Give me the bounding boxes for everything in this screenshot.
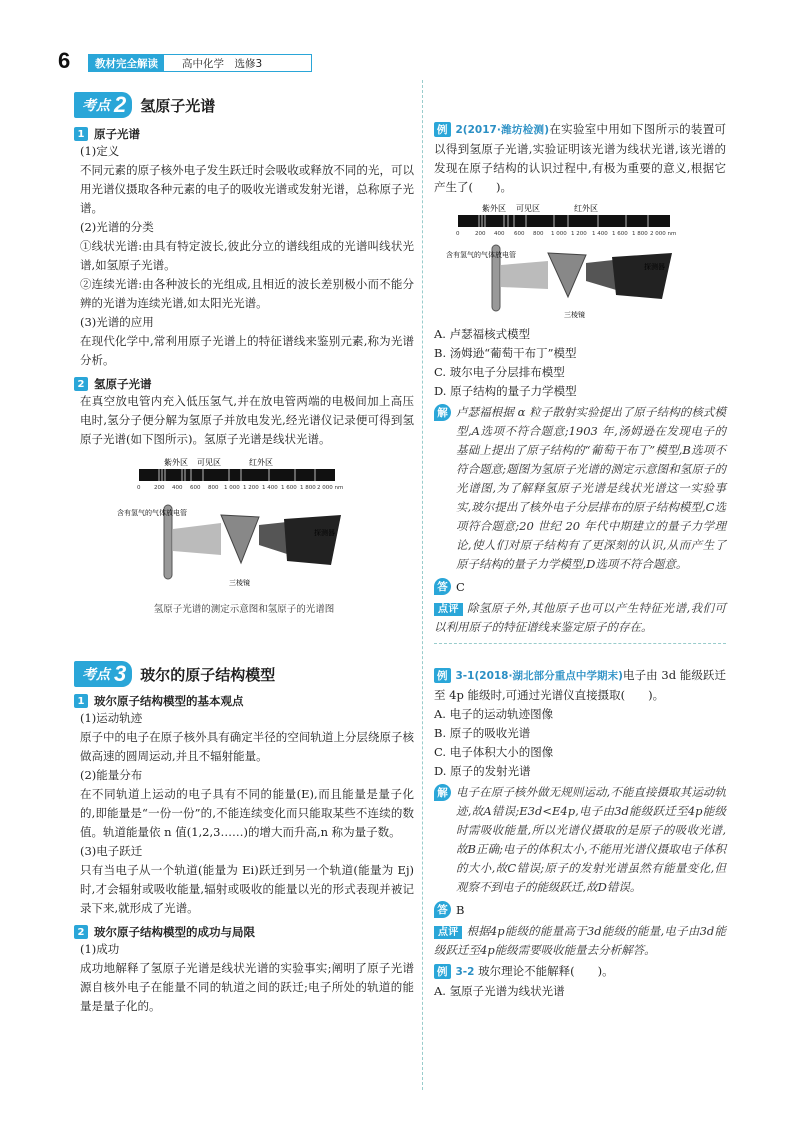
example-3-1-question [434,666,726,705]
example-tag: 例 [434,668,451,683]
page-number: 6 [58,48,71,73]
light-beam [173,523,221,555]
svg-text:1 800: 1 800 [300,485,316,491]
text-line: 不同元素的原子核外电子发生跃迁时会吸收或释放不同的光，可以用光谱仪摄取各种元素的电子的吸收光谱或发射光谱，总称原子光谱。 [80,163,414,215]
option: D. 原子结构的量子力学模型 [434,384,577,398]
solution-block [434,403,726,574]
svg-text:2 000 nm: 2 000 nm [650,231,677,237]
answer-tag: 答 [434,901,451,918]
svg-text:1 200: 1 200 [243,485,259,491]
svg-text:1 200: 1 200 [571,231,587,237]
subheading-title: 原子光谱 [94,127,140,141]
svg-text:2 000 nm: 2 000 nm [317,485,344,491]
tube-label: 含有氢气的气体放电管 [117,509,187,517]
text-line: (2)能量分布 [80,768,143,782]
right-column [434,120,726,1001]
question-text: 电子由 3d 能级跃迁至 4p 能级时,可通过光谱仪直接摄取( )。 [434,668,726,702]
solution-block [434,783,726,897]
section-badge: 考点 [74,92,114,118]
example-source: 3-1(2018·湖北部分重点中学期末) [455,670,623,682]
example-tag: 例 [434,122,451,137]
option: A. 氢原子光谱为线状光谱 [434,984,565,998]
svg-text:1 800: 1 800 [632,231,648,237]
section-heading-k3 [74,661,414,687]
svg-text:1 600: 1 600 [612,231,628,237]
answer-text: C [456,579,465,594]
solution-text: 卢瑟福根据 α 粒子散射实验提出了原子结构的核式模型,A选项不符合题意;1903 年,汤姆逊在发现电子的基础上提出了原子结构的“葡萄干布丁”模型,B选项不符合题意;题图为氢原子光谱的测定示意图和氢原子的光谱图,为了解释氢原子光谱是线状光谱这一实验事实,玻尔提出了核外电子分层排布的原子结构模型,C选项符合题意;20 世纪 20 年代中期建立的量子力学理论,使人们对原子结构有了更深刻的认识,从而产生了原子结构的量子力学模型,D选项不符合题意。 [456,405,726,571]
svg-text:1 000: 1 000 [224,485,240,491]
ir-label: 红外区 [574,204,598,213]
subheading-title: 氢原子光谱 [94,377,152,391]
svg-text:400: 400 [494,231,505,237]
example-source: 2(2017·潍坊检测) [455,124,550,136]
svg-text:200: 200 [475,231,486,237]
subheading [74,376,414,392]
answer-block [434,901,726,918]
option: A. 电子的运动轨迹图像 [434,707,554,721]
detector-label: 探测器 [644,263,665,271]
spectrum-bar [458,215,670,227]
option: A. 卢瑟福核式模型 [434,327,531,341]
example-2-question [434,120,726,197]
option: C. 电子体积大小的图像 [434,745,554,759]
text-line: (3)电子跃迁 [80,844,143,858]
text-line: (1)定义 [80,144,120,158]
tick-labels [137,485,343,491]
running-header [88,54,312,72]
example-tag: 例 [434,964,451,979]
book-title: 教材完全解读 [89,55,164,71]
solution-tag: 解 [434,404,451,421]
subject-title: 高中化学 选修3 [182,57,263,70]
prism-label: 三棱镜 [564,311,585,319]
section-title: 氢原子光谱 [140,96,216,115]
example-source: 3-2 [455,966,475,978]
column-divider [422,80,423,1090]
question-text: 在实验室中用如下图所示的装置可以得到氢原子光谱,实验证明该光谱为线状光谱,该光谱的发现在原子结构的认识过程中,有极为重要的意义,根据它产生了( )。 [434,122,726,194]
text-line: 成功地解释了氢原子光谱是线状光谱的实验事实;阐明了原子光谱源自核外电子在能量不同的轨道之间的跃迁;电子所处的轨道的能量是量子化的。 [80,961,414,1013]
section-heading-k2 [74,92,414,118]
prism-label: 三棱镜 [229,579,250,587]
uv-label: 紫外区 [164,458,188,467]
section-number: 3 [114,661,132,687]
svg-text:200: 200 [154,485,165,491]
detector [284,515,341,565]
vis-label: 可见区 [197,458,221,467]
spectrum-figure-right [444,201,704,321]
solution-tag: 解 [434,784,451,801]
comment-block [434,599,726,644]
svg-text:0: 0 [456,231,460,237]
option: B. 原子的吸收光谱 [434,726,531,740]
svg-text:600: 600 [514,231,525,237]
svg-text:600: 600 [190,485,201,491]
subheading-number: 2 [74,925,88,939]
svg-text:1 400: 1 400 [262,485,278,491]
spectrum-figure-left [109,455,379,595]
answer-tag: 答 [434,578,451,595]
svg-text:400: 400 [172,485,183,491]
text-line: ①线状光谱:由具有特定波长,彼此分立的谱线组成的光谱叫线状光谱,如氢原子光谱。 [80,239,414,272]
light-beam [501,261,548,289]
left-column [74,92,414,1016]
subheading-title: 玻尔原子结构模型的成功与局限 [94,925,255,939]
paragraph-group [74,142,414,370]
subheading [74,693,414,709]
subheading-title: 玻尔原子结构模型的基本观点 [94,694,244,708]
example-3-2-question [434,962,726,982]
text-line: 原子中的电子在原子核外具有确定半径的空间轨道上分层绕原子核做高速的圆周运动,并且不辐射能量。 [80,730,414,763]
detector [612,253,672,299]
prism [548,253,586,297]
option: D. 原子的发射光谱 [434,764,531,778]
subheading-number: 1 [74,694,88,708]
svg-text:0: 0 [137,485,141,491]
figure-caption: 氢原子光谱的测定示意图和氢原子的光谱图 [153,604,335,615]
tube-label: 含有氢气的气体放电管 [446,251,516,259]
option: C. 玻尔电子分层排布模型 [434,365,565,379]
text-line: (1)运动轨迹 [80,711,143,725]
text-line: (3)光谱的应用 [80,315,154,329]
comment-text: 根据4p能级的能量高于3d能级的能量,电子由3d能级跃迁至4p能级需要吸收能量去分析解答。 [434,924,726,957]
uv-label: 紫外区 [482,204,506,213]
question-text: 玻尔理论不能解释( )。 [478,964,614,978]
comment-tag: 点评 [434,926,462,939]
subheading [74,126,414,142]
svg-text:800: 800 [208,485,219,491]
text-line: (1)成功 [80,942,120,956]
prism [221,515,259,563]
section-title: 玻尔的原子结构模型 [140,665,276,684]
subheading-number: 1 [74,127,88,141]
section-badge: 考点 [74,661,114,687]
spectrum-bar [139,469,335,481]
text-line: (2)光谱的分类 [80,220,154,234]
ir-label: 红外区 [249,458,273,467]
answer-text: B [456,902,465,917]
text-line: 在不同轨道上运动的电子具有不同的能量(E),而且能量是量子化的,即能量是“一份一份”的,不能连续变化而只能取某些不连续的数值。轨道能量依 n 值(1,2,3……)的增大而升高,n 称为量子数。 [80,787,414,839]
section-number: 2 [114,92,132,118]
svg-text:1 000: 1 000 [551,231,567,237]
comment-tag: 点评 [434,603,463,616]
option: B. 汤姆逊“葡萄干布丁”模型 [434,346,577,360]
svg-text:1 400: 1 400 [592,231,608,237]
svg-text:800: 800 [533,231,544,237]
vis-label: 可见区 [516,204,540,213]
comment-block [434,922,726,960]
comment-text: 除氢原子外,其他原子也可以产生特征光谱,我们可以利用原子的特征谱线来鉴定原子的存在。 [434,601,727,634]
answer-block [434,578,726,595]
subheading [74,924,414,940]
detector-label: 探测器 [314,529,335,537]
text-line: 在真空放电管内充入低压氢气,并在放电管两端的电极间加上高压电时,氢分子便分解为氢原子并放电发光,经光谱仪记录便可得到氢原子光谱(如下图所示)。氢原子光谱是线状光谱。 [80,394,414,446]
svg-text:1 600: 1 600 [281,485,297,491]
text-line: 在现代化学中,常利用原子光谱上的特征谱线来鉴别元素,称为光谱分析。 [80,334,414,367]
subheading-number: 2 [74,377,88,391]
text-line: ②连续光谱:由各种波长的光组成,且相近的波长差别极小而不能分辨的光谱为连续光谱,如太阳光光谱。 [80,277,414,310]
tick-labels [456,231,676,237]
text-line: 只有当电子从一个轨道(能量为 Ei)跃迁到另一个轨道(能量为 Ej)时,才会辐射或吸收能量,辐射或吸收的能量以光的形式表现并被记录下来,就形成了光谱。 [80,863,414,915]
solution-text: 电子在原子核外做无规则运动,不能直接摄取其运动轨迹,故A错误;E3d<E4p,电子由3d能级跃迁至4p能级时需吸收能量,所以光谱仪摄取的是原子的吸收光谱,故B正确;电子的体积太小,不能用光谱仪摄取电子体积的大小,故C错误;原子的发射光谱虽然有能量变化,但观察不到电子的能级跃迁,故D错误。 [456,785,726,894]
